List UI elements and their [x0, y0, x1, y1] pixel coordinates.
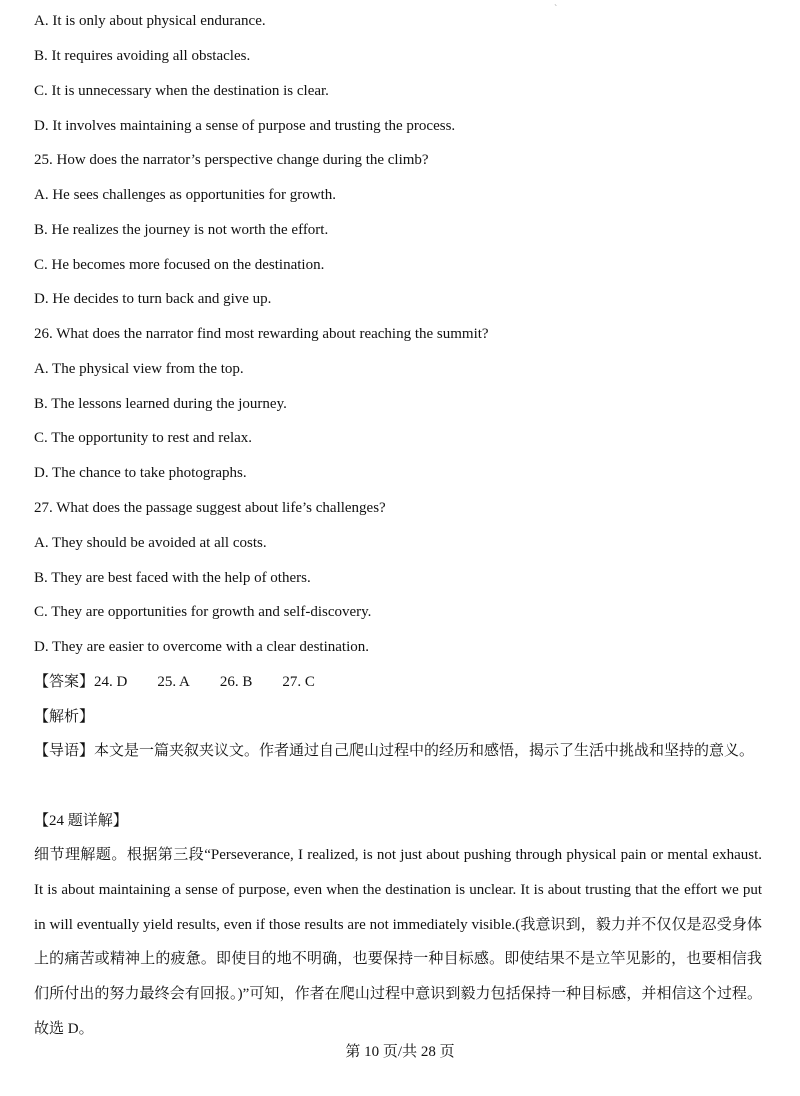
q24-option-d: D. It involves maintaining a sense of purpose and trusting the process.: [34, 118, 456, 134]
q24-option-a: A. It is only about physical endurance.: [34, 13, 266, 29]
answer-item: 24. D: [94, 674, 128, 690]
q25-question: 25. How does the narrator’s perspective change during the climb?: [34, 152, 429, 168]
q24-detail-label: 【24 题详解】: [34, 813, 128, 829]
page-number-footer: 第 10 页/共 28 页: [345, 1044, 455, 1060]
q24-option-c: C. It is unnecessary when the destination is clear.: [34, 83, 329, 99]
q27-question: 27. What does the passage suggest about life’s challenges?: [34, 500, 386, 516]
q27-option-b: B. They are best faced with the help of others.: [34, 570, 311, 586]
intro-label: 【导语】: [34, 743, 95, 759]
answer-item: 26. B: [219, 674, 253, 690]
q27-option-c: C. They are opportunities for growth and self-discovery.: [34, 604, 372, 620]
q26-question: 26. What does the narrator find most rewarding about reaching the summit?: [34, 326, 489, 342]
q25-option-d: D. He decides to turn back and give up.: [34, 291, 272, 307]
q26-option-d: D. The chance to take photographs.: [34, 465, 247, 481]
q26-option-c: C. The opportunity to rest and relax.: [34, 430, 253, 446]
q26-option-b: B. The lessons learned during the journey.: [34, 396, 287, 412]
answer-label: 【答案】: [34, 674, 95, 690]
q25-option-a: A. He sees challenges as opportunities for growth.: [34, 187, 337, 203]
answer-item: 27. C: [282, 674, 315, 690]
q27-option-a: A. They should be avoided at all costs.: [34, 535, 267, 551]
intro-text: 本文是一篇夹叙夹议文。作者通过自己爬山过程中的经历和感悟，揭示了生活中挑战和坚持的意义。: [94, 743, 755, 759]
q25-option-c: C. He becomes more focused on the destination.: [34, 257, 325, 273]
corner-mark: `: [554, 4, 558, 15]
q26-option-a: A. The physical view from the top.: [34, 361, 244, 377]
intro-paragraph: [34, 734, 762, 769]
answer-item: 25. A: [157, 674, 190, 690]
q27-option-d: D. They are easier to overcome with a clear destination.: [34, 639, 370, 655]
answer-key: [34, 673, 315, 691]
analysis-label: 【解析】: [34, 709, 95, 725]
q25-option-b: B. He realizes the journey is not worth the effort.: [34, 222, 329, 238]
q24-detail-paragraph: 细节理解题。根据第三段“Perseverance, I realized, is not just about pushing through physical pain or mental exhaust. It is about maintaining a sense of purpose, even when the destination is unclear. It is about trusting that the effort we put in will eventually yield results, even if those results are not immediately visible.(我意识到，毅力并不仅仅是忍受身体上的痛苦或精神上的疲惫。即使目的地不明确，也要保持一种目标感。即使结果不是立竿见影的，也要相信我们所付出的努力最终会有回报。)”可知，作者在爬山过程中意识到毅力包括保持一种目标感，并相信这个过程。故选 D。: [34, 847, 762, 1037]
q24-option-b: B. It requires avoiding all obstacles.: [34, 48, 251, 64]
